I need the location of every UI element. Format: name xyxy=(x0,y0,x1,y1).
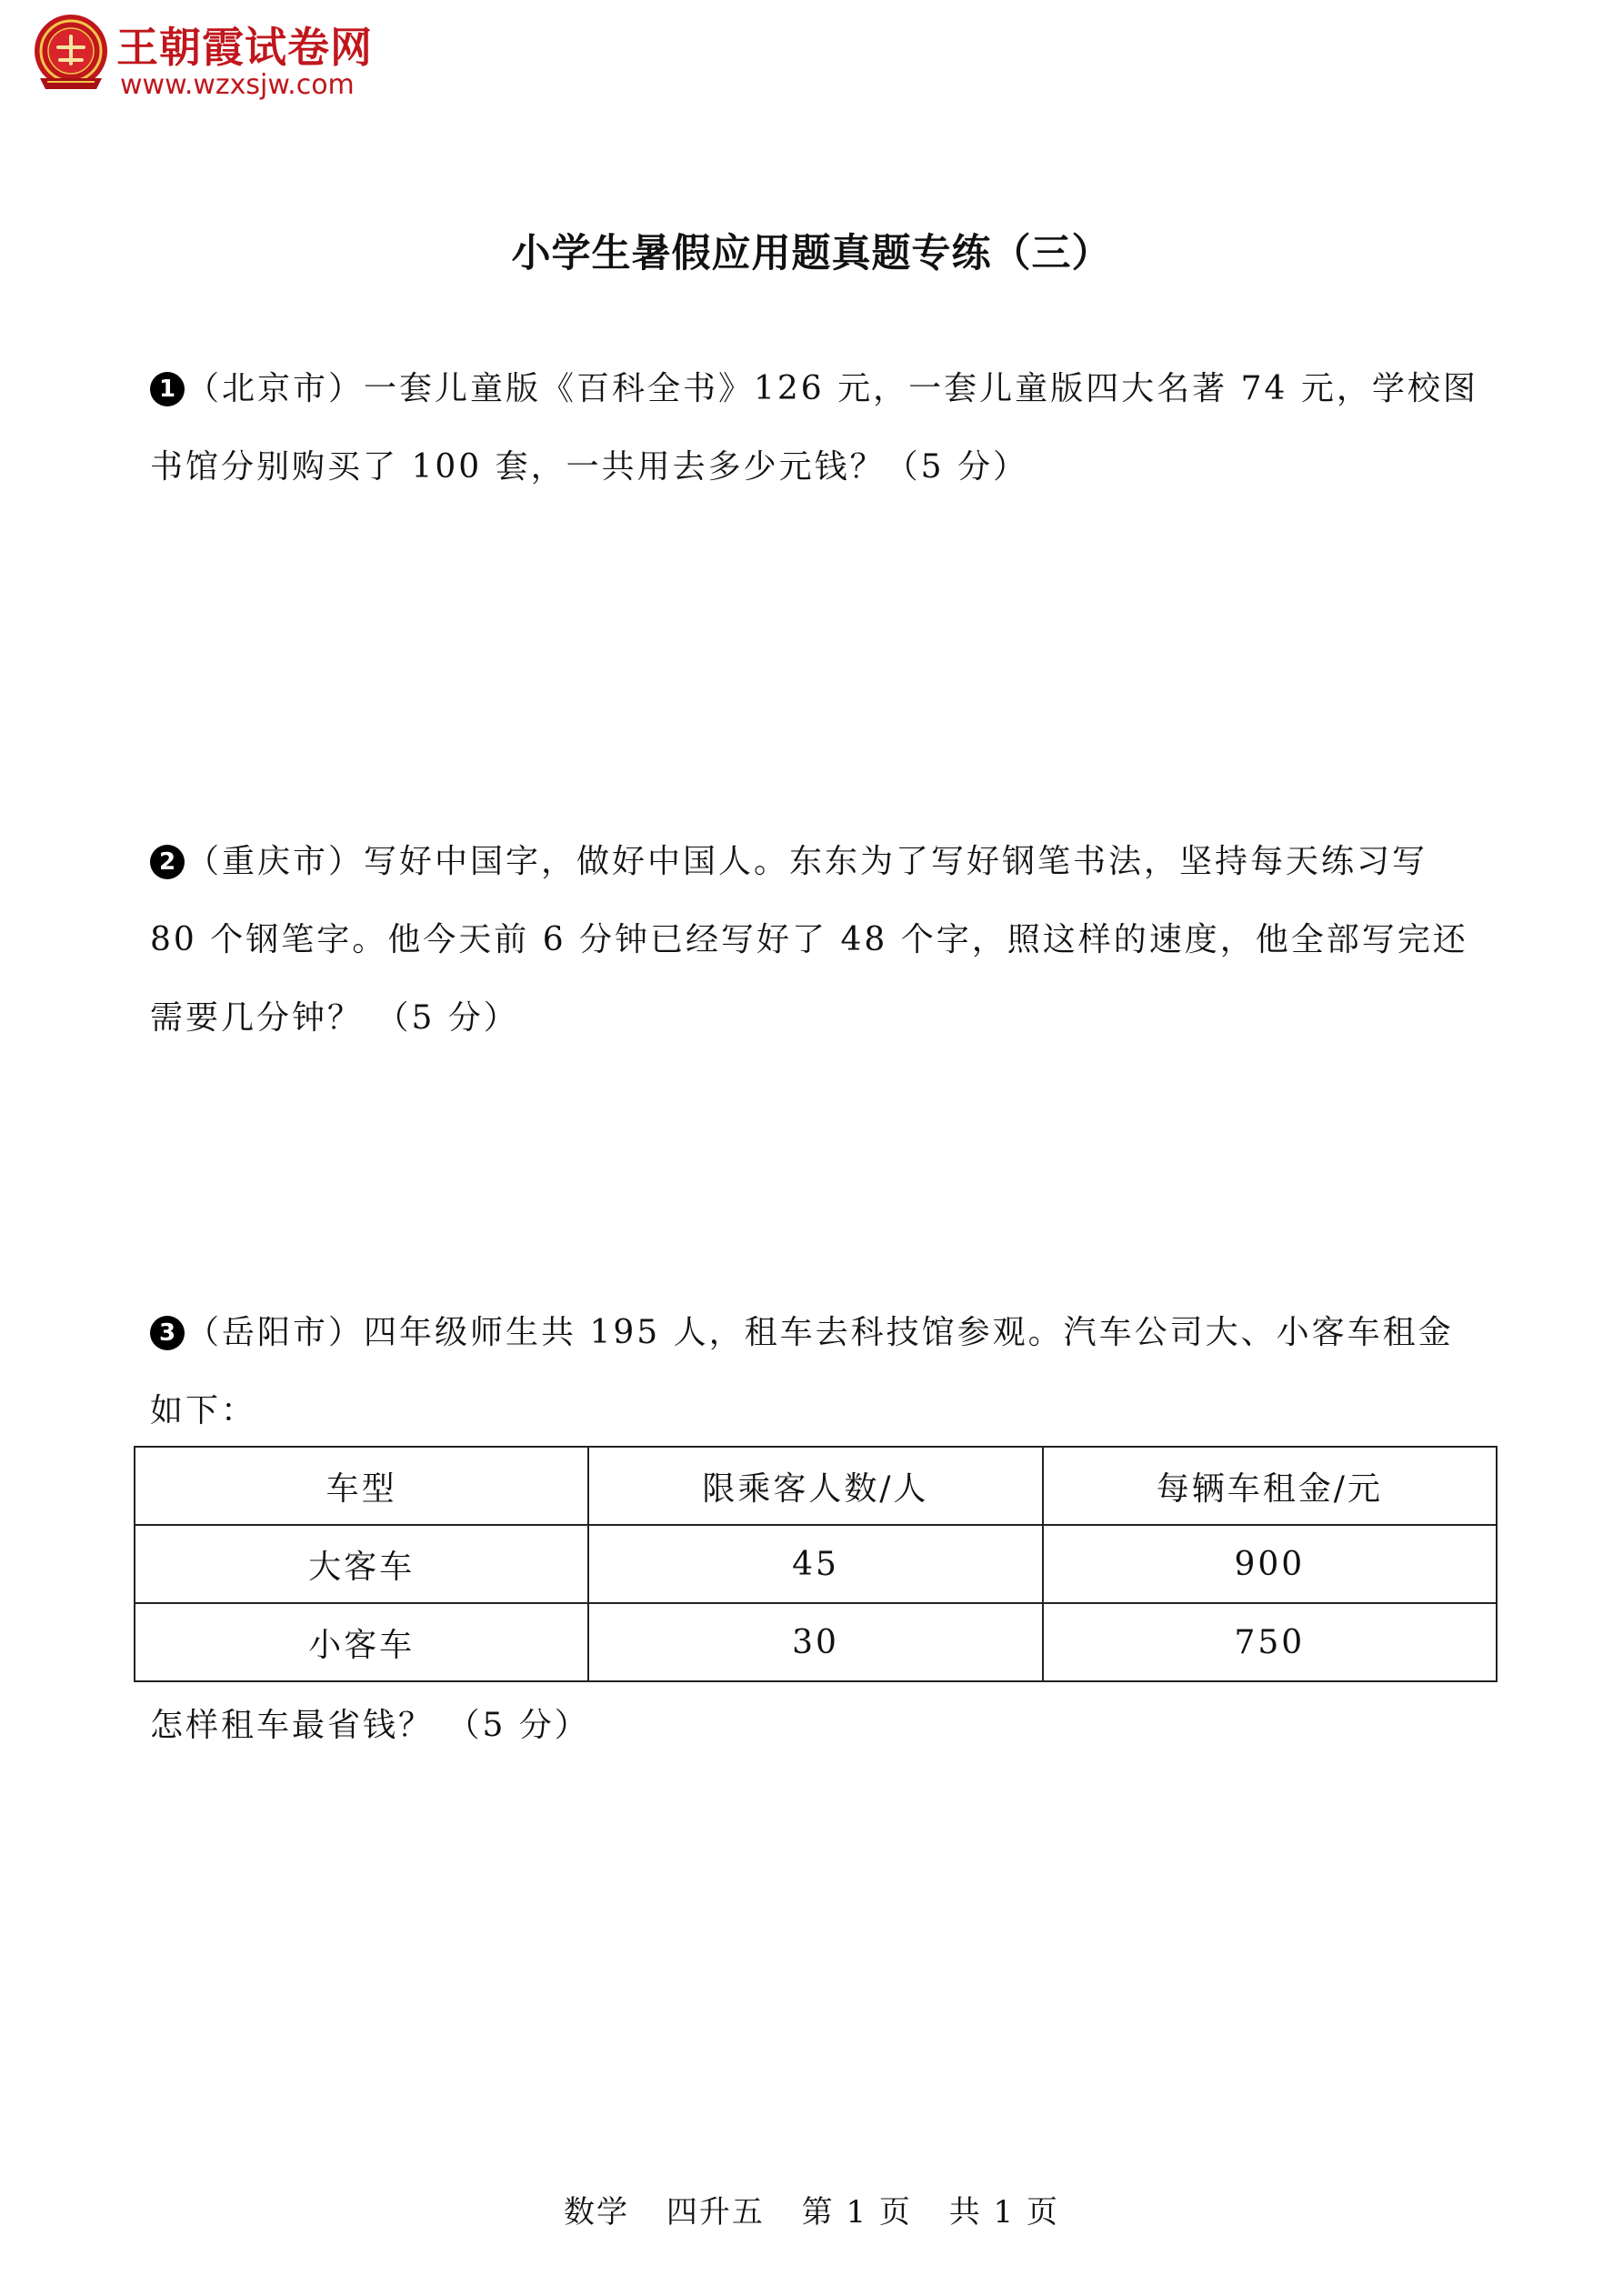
question-text: （岳阳市）四年级师生共 195 人，租车去科技馆参观。汽车公司大、小客车租金如下： xyxy=(150,1314,1454,1429)
question-number-marker: 3 xyxy=(150,1316,185,1350)
table-cell: 小客车 xyxy=(135,1603,588,1681)
table-cell: 900 xyxy=(1043,1525,1497,1603)
page-footer xyxy=(0,2187,1623,2231)
question-3 xyxy=(150,1294,1487,1450)
brand-name: 王朝霞试卷网 xyxy=(116,23,373,72)
table-row xyxy=(135,1525,1497,1603)
seal-logo-icon xyxy=(27,11,115,98)
table-header-row xyxy=(135,1447,1497,1525)
table-cell: 大客车 xyxy=(135,1525,588,1603)
question-text: （重庆市）写好中国字，做好中国人。东东为了写好钢笔书法，坚持每天练习写 80 个钢笔字。他今天前 6 分钟已经写好了 48 个字，照这样的速度，他全部写完还需要几分钟？ （5 分） xyxy=(150,843,1468,1037)
footer-page-number: 第 1 页 xyxy=(801,2194,912,2231)
question-3-closing: 怎样租车最省钱？ （5 分） xyxy=(150,1707,590,1744)
table-cell: 30 xyxy=(588,1603,1042,1681)
table-header-cell: 每辆车租金/元 xyxy=(1043,1447,1497,1525)
footer-grade: 四升五 xyxy=(666,2194,765,2231)
question-number-marker: 1 xyxy=(150,372,185,406)
table-row xyxy=(135,1603,1497,1681)
question-1 xyxy=(150,350,1487,506)
page-title: 小学生暑假应用题真题专练（三） xyxy=(511,231,1112,276)
table-header-cell: 车型 xyxy=(135,1447,588,1525)
bus-fare-table xyxy=(134,1446,1498,1682)
brand-url[interactable]: www.wzxsjw.com xyxy=(120,69,355,101)
table-cell: 750 xyxy=(1043,1603,1497,1681)
question-2 xyxy=(150,823,1487,1058)
site-logo xyxy=(27,11,418,102)
question-number-marker: 2 xyxy=(150,845,185,879)
footer-subject: 数学 xyxy=(564,2194,630,2231)
footer-page-total: 共 1 页 xyxy=(948,2194,1059,2231)
question-text: （北京市）一套儿童版《百科全书》126 元，一套儿童版四大名著 74 元，学校图书馆分别购买了 100 套，一共用去多少元钱？（5 分） xyxy=(150,370,1478,486)
table-cell: 45 xyxy=(588,1525,1042,1603)
table-header-cell: 限乘客人数/人 xyxy=(588,1447,1042,1525)
